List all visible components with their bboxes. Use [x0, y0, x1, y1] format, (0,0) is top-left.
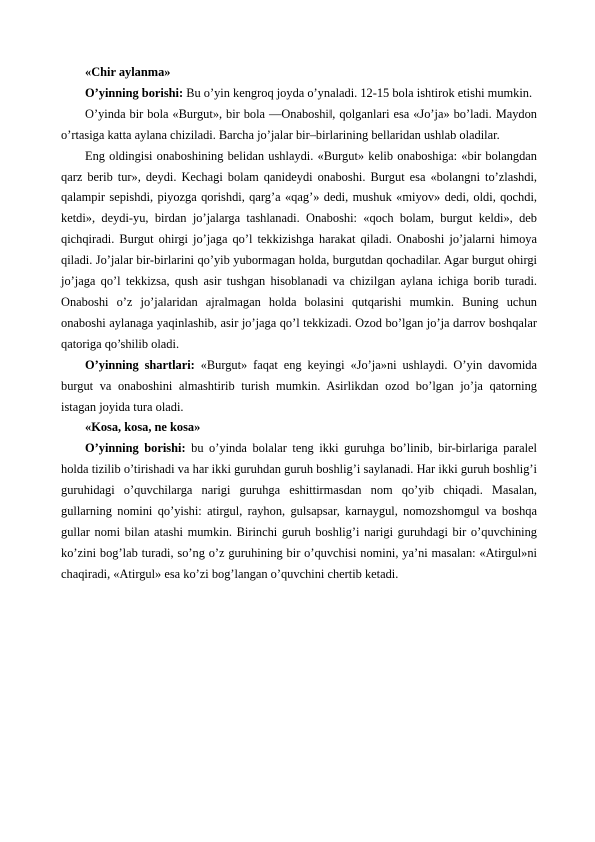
section-heading-kosa: «Kosa, kosa, ne kosa» — [85, 420, 201, 435]
paragraph-lead: O’yinning borishi: — [85, 85, 184, 100]
section-heading-chir-aylanma: «Chir aylanma» — [85, 65, 171, 79]
paragraph-roles: O’yinda bir bola «Burgut», bir bola ―Onaboshi‖, qolganlari esa «Jo’ja» bo’ladi. Maydon o’rtasiga katta aylana chiziladi. Barcha jo’jalar bir–birlarining bellaridan ushlab oladilar. — [61, 106, 537, 142]
paragraph-lead: O’yinning shartlari: — [85, 357, 195, 372]
paragraph-game-procedure-2 — [61, 438, 537, 584]
paragraph-lead: O’yinning borishi: — [85, 441, 186, 456]
paragraph-text: Bu o’yin kengroq joyda o’ynaladi. 12-15 bola ishtirok etishi mumkin. — [183, 85, 533, 100]
paragraph-game-procedure — [61, 83, 537, 104]
paragraph-game-description: Eng oldingisi onaboshining belidan ushlaydi. «Burgut» kelib onaboshiga: «bir bolangdan qarz berib tur», deydi. Kechagi bolam qanideydi onaboshi. Burgut esa «bolangni to’zlashdi, qalampir sepishdi, piyozga qorishdi, qarg’a «qag’» dedi, mushuk «miyov» dedi, oldi, qochdi, ketdi», deydi-yu, birdan jo’jalarga tashlanadi. Onaboshi: «qoch bolam, burgut keldi», deb qichqiradi. Burgut ohirgi jo’jaga qo’l tekkizishga harakat qiladi. Onaboshi jo’jalarni himoya qiladi. Jo’jalar bir-birlarini qo’yib yubormagan holda, burgutdan qochadilar. Agar burgut ohirgi jo’jaga qo’l tekkizsa, qush asir tushgan hisoblanadi va chizilgan aylana ichiga borib turadi. Onaboshi o’z jo’jalaridan ajralmagan holda bolasini qutqarishi mumkin. Buning uchun onaboshi aylanaga yaqinlashib, asir jo’jaga qo’l tekkizadi. Ozod bo’lgan jo’ja darrov boshqalar qatoriga qo’shilib oladi. — [61, 148, 537, 351]
paragraph-text: «Burgut» faqat eng keyingi «Jo’ja»ni ushlaydi. O’yin davomida burgut va onaboshini almashtirib turish mumkin. Asirlikdan ozod bo’lgan jo’ja qatorning istagan joyida tura oladi. — [61, 357, 537, 414]
document-page — [61, 62, 537, 585]
paragraph-text: bu o’yinda bolalar teng ikki guruhga bo’linib, bir-birlariga paralel holda tizilib o’tirishadi va har ikki guruhdan guruh boshlig’i saylanadi. Har ikki guruh boshlig’i guruhidagi o’quvchilarga narigi guruhga eshittirmasdan nom qo’yib chiqadi. Masalan, gullarning nomini qo’yishi: atirgul, rayhon, gulsapsar, karnaygul, nomozshomgul va boshqa gullar nomi bilan atashi mumkin. Birinchi guruh boshlig’i narigi guruhdagi bir o’quvchining ko’zini bog’lab turadi, so’ng o’z guruhining bir o’quvchisi nomini, ya’ni masalan: «Atirgul»ni chaqiradi, «Atirgul» esa ko’zi bog’langan o’quvchini chertib ketadi. — [61, 441, 537, 581]
paragraph-game-rules — [61, 355, 537, 418]
